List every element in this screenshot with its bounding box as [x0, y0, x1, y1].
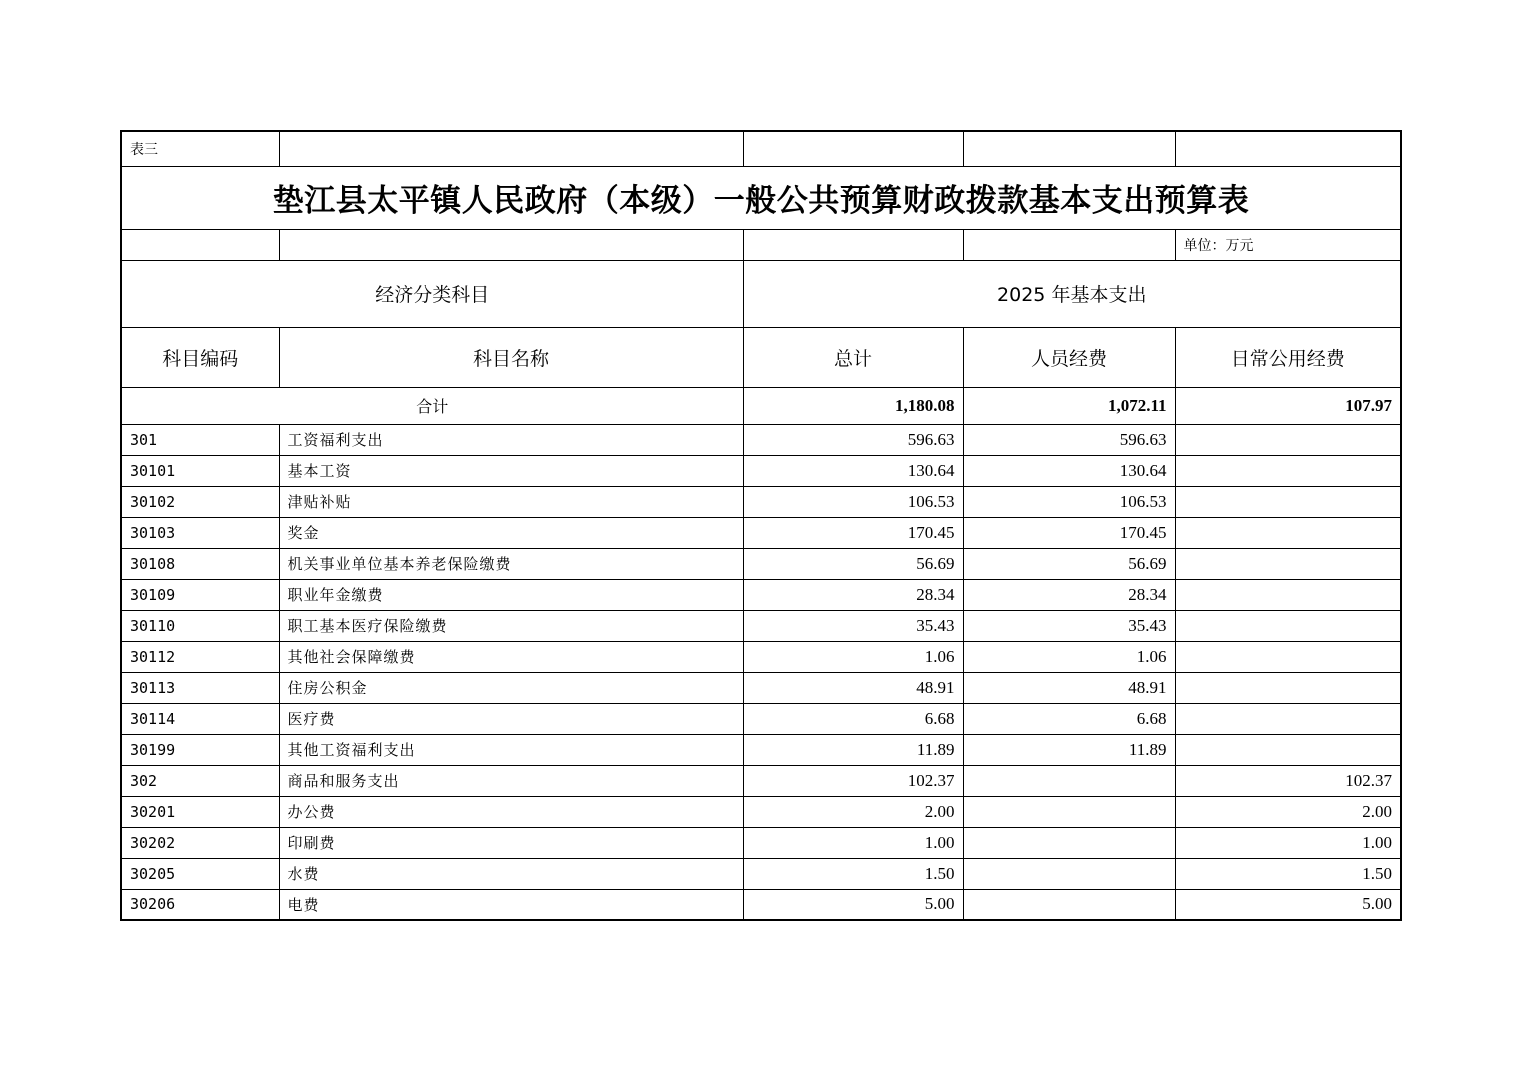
empty-cell	[121, 229, 279, 260]
row-total: 1.50	[743, 858, 963, 889]
row-name: 奖金	[279, 517, 743, 548]
row-total: 596.63	[743, 424, 963, 455]
row-name: 职业年金缴费	[279, 579, 743, 610]
row-personnel: 6.68	[963, 703, 1175, 734]
row-name: 商品和服务支出	[279, 765, 743, 796]
row-personnel: 56.69	[963, 548, 1175, 579]
row-public	[1175, 641, 1401, 672]
empty-cell	[279, 229, 743, 260]
group-header-classification: 经济分类科目	[121, 260, 743, 327]
unit-label: 单位：万元	[1175, 229, 1401, 260]
table-row	[121, 548, 1401, 579]
table-body	[121, 131, 1401, 920]
row-total: 5.00	[743, 889, 963, 920]
empty-cell	[963, 131, 1175, 166]
table-row	[121, 641, 1401, 672]
unit-row	[121, 229, 1401, 260]
row-public: 5.00	[1175, 889, 1401, 920]
row-name: 办公费	[279, 796, 743, 827]
row-public: 1.00	[1175, 827, 1401, 858]
row-public	[1175, 672, 1401, 703]
row-total: 35.43	[743, 610, 963, 641]
row-name: 职工基本医疗保险缴费	[279, 610, 743, 641]
row-personnel: 130.64	[963, 455, 1175, 486]
empty-cell	[963, 229, 1175, 260]
table-row	[121, 734, 1401, 765]
row-personnel	[963, 796, 1175, 827]
row-code: 30206	[121, 889, 279, 920]
totals-row	[121, 387, 1401, 424]
budget-table	[120, 130, 1402, 921]
row-name: 其他工资福利支出	[279, 734, 743, 765]
row-name: 医疗费	[279, 703, 743, 734]
table-row	[121, 672, 1401, 703]
row-name: 基本工资	[279, 455, 743, 486]
row-total: 6.68	[743, 703, 963, 734]
row-personnel: 596.63	[963, 424, 1175, 455]
row-public	[1175, 610, 1401, 641]
table-row	[121, 424, 1401, 455]
empty-cell	[1175, 131, 1401, 166]
empty-cell	[743, 131, 963, 166]
row-name: 水费	[279, 858, 743, 889]
row-total: 56.69	[743, 548, 963, 579]
column-header-row	[121, 327, 1401, 387]
totals-personnel: 1,072.11	[963, 387, 1175, 424]
row-total: 11.89	[743, 734, 963, 765]
row-total: 48.91	[743, 672, 963, 703]
row-public	[1175, 424, 1401, 455]
table-row	[121, 517, 1401, 548]
row-public	[1175, 548, 1401, 579]
row-code: 30103	[121, 517, 279, 548]
row-code: 302	[121, 765, 279, 796]
row-code: 30109	[121, 579, 279, 610]
row-code: 30112	[121, 641, 279, 672]
row-code: 30108	[121, 548, 279, 579]
row-total: 28.34	[743, 579, 963, 610]
column-header-name: 科目名称	[279, 327, 743, 387]
row-total: 102.37	[743, 765, 963, 796]
row-personnel: 1.06	[963, 641, 1175, 672]
table-row	[121, 579, 1401, 610]
column-header-code: 科目编码	[121, 327, 279, 387]
row-code: 30101	[121, 455, 279, 486]
row-personnel	[963, 765, 1175, 796]
row-name: 机关事业单位基本养老保险缴费	[279, 548, 743, 579]
row-public: 102.37	[1175, 765, 1401, 796]
row-code: 30205	[121, 858, 279, 889]
row-personnel: 106.53	[963, 486, 1175, 517]
row-code: 30201	[121, 796, 279, 827]
table-row	[121, 486, 1401, 517]
row-public	[1175, 455, 1401, 486]
row-code: 30114	[121, 703, 279, 734]
row-public: 1.50	[1175, 858, 1401, 889]
sheet-label: 表三	[121, 131, 279, 166]
row-code: 30202	[121, 827, 279, 858]
row-total: 2.00	[743, 796, 963, 827]
row-name: 津贴补贴	[279, 486, 743, 517]
row-public: 2.00	[1175, 796, 1401, 827]
row-total: 1.00	[743, 827, 963, 858]
row-personnel	[963, 889, 1175, 920]
row-name: 电费	[279, 889, 743, 920]
table-row	[121, 827, 1401, 858]
row-public	[1175, 703, 1401, 734]
table-row	[121, 796, 1401, 827]
row-total: 170.45	[743, 517, 963, 548]
table-row	[121, 765, 1401, 796]
row-public	[1175, 517, 1401, 548]
row-name: 印刷费	[279, 827, 743, 858]
row-total: 130.64	[743, 455, 963, 486]
row-code: 30102	[121, 486, 279, 517]
group-header-expenditure: 2025 年基本支出	[743, 260, 1401, 327]
table-row	[121, 858, 1401, 889]
row-total: 106.53	[743, 486, 963, 517]
totals-total: 1,180.08	[743, 387, 963, 424]
row-public	[1175, 579, 1401, 610]
row-personnel: 170.45	[963, 517, 1175, 548]
label-row	[121, 131, 1401, 166]
row-personnel: 11.89	[963, 734, 1175, 765]
row-personnel	[963, 858, 1175, 889]
table-row	[121, 455, 1401, 486]
totals-public: 107.97	[1175, 387, 1401, 424]
row-total: 1.06	[743, 641, 963, 672]
table-row	[121, 610, 1401, 641]
row-code: 30113	[121, 672, 279, 703]
row-personnel: 35.43	[963, 610, 1175, 641]
row-personnel: 48.91	[963, 672, 1175, 703]
title-row	[121, 166, 1401, 229]
totals-label: 合计	[121, 387, 743, 424]
column-header-personnel: 人员经费	[963, 327, 1175, 387]
empty-cell	[279, 131, 743, 166]
row-name: 住房公积金	[279, 672, 743, 703]
row-code: 301	[121, 424, 279, 455]
row-public	[1175, 734, 1401, 765]
row-name: 其他社会保障缴费	[279, 641, 743, 672]
row-personnel: 28.34	[963, 579, 1175, 610]
row-code: 30110	[121, 610, 279, 641]
column-header-public: 日常公用经费	[1175, 327, 1401, 387]
column-header-total: 总计	[743, 327, 963, 387]
page-title: 垫江县太平镇人民政府（本级）一般公共预算财政拨款基本支出预算表	[121, 166, 1401, 229]
table-row	[121, 703, 1401, 734]
group-header-row	[121, 260, 1401, 327]
row-public	[1175, 486, 1401, 517]
row-personnel	[963, 827, 1175, 858]
table-row	[121, 889, 1401, 920]
row-name: 工资福利支出	[279, 424, 743, 455]
row-code: 30199	[121, 734, 279, 765]
empty-cell	[743, 229, 963, 260]
